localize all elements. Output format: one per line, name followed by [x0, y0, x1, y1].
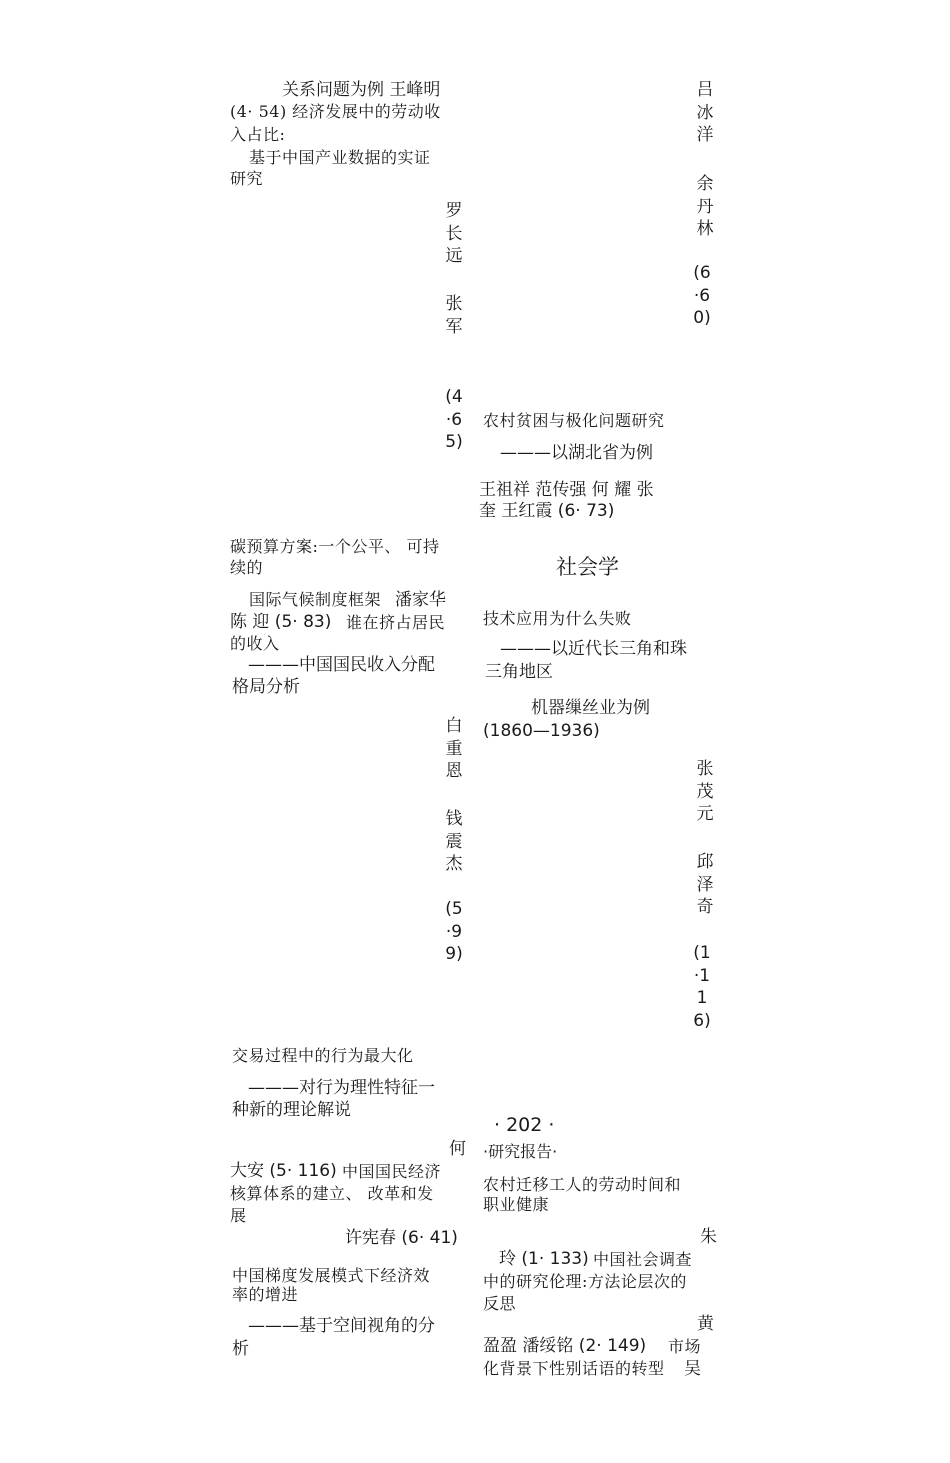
issue-reference-vertical: (5·99): [445, 899, 463, 964]
author-name-vertical: 张茂元: [696, 759, 714, 824]
issue-reference-vertical: (1·116): [693, 943, 711, 1031]
entry-title-tail: 关系问题为例 王峰明: [282, 80, 441, 100]
issue-reference-vertical: (6·60): [693, 263, 711, 328]
author-name: 吴: [684, 1359, 701, 1379]
entry-title: 续的: [230, 558, 264, 577]
entry-reference: (4· 54) 经济发展中的劳动收: [230, 102, 441, 121]
entry-subtitle: ———中国国民收入分配: [248, 655, 435, 675]
entry-title: 市场: [668, 1337, 702, 1356]
entry-subtitle: (1860—1936): [483, 721, 600, 741]
author-name-vertical: 张军: [445, 294, 463, 337]
entry-title: 中国社会调查: [593, 1250, 693, 1269]
entry-subtitle: 基于中国产业数据的实证: [249, 148, 431, 167]
entry-title: 农村贫困与极化问题研究: [483, 411, 665, 430]
author-name-vertical: 白重恩: [445, 716, 463, 781]
entry-title: 职业健康: [483, 1195, 550, 1214]
author-name-vertical: 余丹林: [696, 174, 714, 239]
page-number: · 202 ·: [494, 1114, 555, 1136]
author-name-vertical: 罗长远: [445, 201, 463, 266]
entry-title: 国际气候制度框架: [249, 590, 382, 609]
entry-title: 率的增进: [232, 1285, 299, 1304]
entry-title: 技术应用为什么失败: [483, 609, 632, 628]
entry-title: 反思: [483, 1294, 517, 1313]
entry-subtitle: ———以湖北省为例: [500, 443, 653, 463]
entry-title: 化背景下性别话语的转型: [483, 1359, 665, 1378]
author-name-vertical: 钱震杰: [445, 809, 463, 874]
entry-title: 中国梯度发展模式下经济效: [232, 1266, 431, 1285]
author-reference: 许宪春 (6· 41): [345, 1228, 458, 1248]
entry-subtitle: 格局分析: [232, 677, 300, 697]
author-reference: 陈 迎 (5· 83): [230, 612, 332, 632]
entry-title: 中国国民经济: [342, 1162, 442, 1181]
entry-title: 交易过程中的行为最大化: [232, 1046, 414, 1065]
entry-subtitle: ———基于空间视角的分: [248, 1316, 435, 1336]
issue-reference-vertical: (4·65): [445, 387, 463, 452]
entry-title: 中的研究伦理:方法论层次的: [483, 1272, 687, 1291]
author-name: 潘家华: [395, 590, 446, 610]
entry-subtitle: 研究: [230, 169, 264, 188]
entry-subtitle: 三角地区: [485, 662, 553, 682]
entry-title: 展: [230, 1206, 247, 1225]
entry-title: 农村迁移工人的劳动时间和: [483, 1175, 682, 1194]
author-name-vertical: 邱泽奇: [696, 852, 714, 917]
author-reference: 玲 (1· 133): [499, 1249, 589, 1269]
entry-subtitle: 析: [232, 1339, 249, 1359]
author-reference: 大安 (5· 116): [230, 1161, 337, 1181]
entry-subtitle: 机器缫丝业为例: [531, 698, 650, 718]
author-reference: 盈盈 潘绥铭 (2· 149): [483, 1336, 647, 1356]
entry-subtitle: 种新的理论解说: [232, 1100, 351, 1120]
author-name: 何: [449, 1139, 466, 1159]
author-name-vertical: 吕冰洋: [696, 80, 714, 145]
entry-subtitle: ———以近代长三角和珠: [500, 639, 687, 659]
author-list: 王祖祥 范传强 何 耀 张: [479, 480, 654, 500]
entry-title: 谁在挤占居民: [346, 613, 446, 632]
entry-title: 碳预算方案:一个公平、 可持: [230, 537, 440, 556]
entry-title: 入占比:: [230, 125, 286, 144]
author-reference: 奎 王红霞 (6· 73): [479, 501, 615, 521]
author-name: 黄: [697, 1314, 714, 1334]
entry-subtitle: ———对行为理性特征一: [248, 1078, 435, 1098]
entry-title: 的收入: [230, 634, 280, 653]
author-name: 朱: [700, 1227, 717, 1247]
section-label: ·研究报告·: [483, 1142, 558, 1161]
entry-title: 核算体系的建立、 改革和发: [230, 1184, 434, 1203]
section-heading: 社会学: [556, 555, 619, 579]
